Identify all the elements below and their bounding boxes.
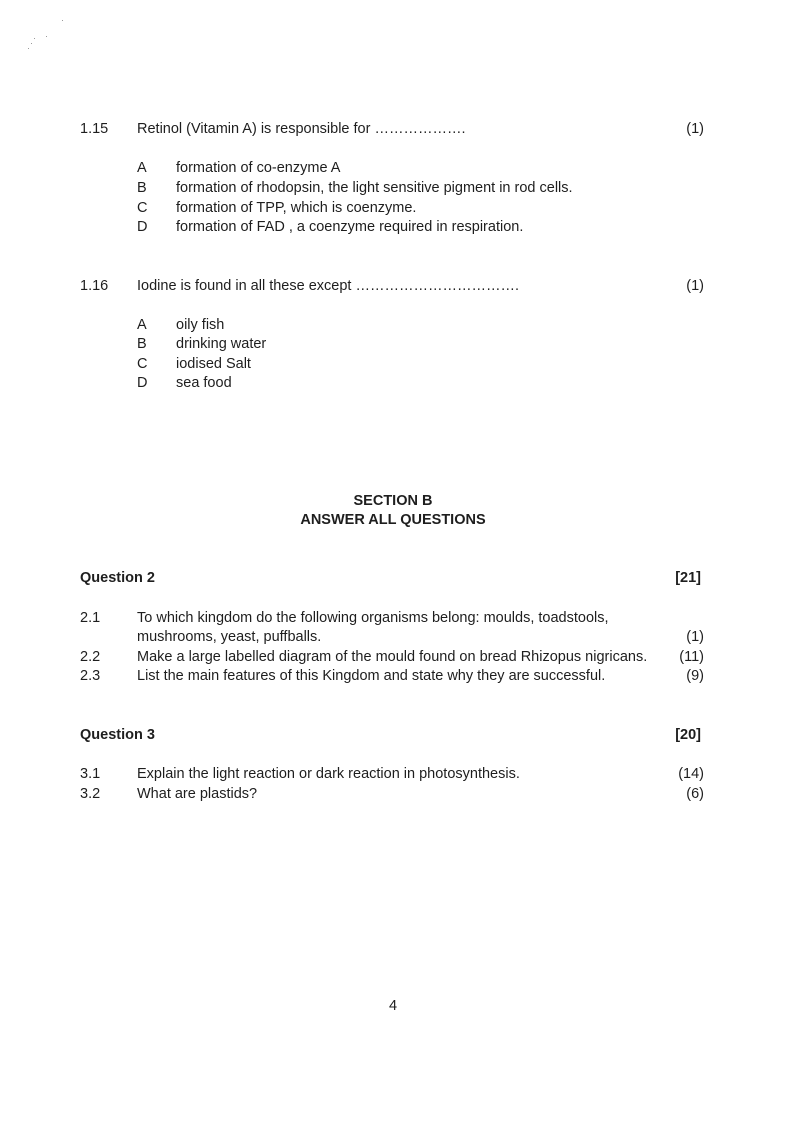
- option-text: formation of TPP, which is coenzyme.: [176, 200, 417, 216]
- item-text-continued: mushrooms, yeast, puffballs.: [137, 629, 322, 645]
- item-mark: (14): [678, 766, 704, 782]
- question-total: [20]: [675, 727, 701, 743]
- option-letter: A: [137, 160, 147, 176]
- scan-specks: [24, 18, 74, 58]
- option-text: formation of co-enzyme A: [176, 160, 341, 176]
- option-text: drinking water: [176, 336, 267, 352]
- section-heading: SECTION B: [353, 493, 433, 509]
- question-mark: (1): [686, 121, 704, 137]
- question-total: [21]: [675, 570, 701, 586]
- option-letter: B: [137, 336, 147, 352]
- option-text: oily fish: [176, 317, 225, 333]
- question-text: Iodine is found in all these except …………………………….: [137, 278, 519, 294]
- option-letter: C: [137, 200, 148, 216]
- question-number: 1.16: [80, 278, 109, 294]
- item-mark: (9): [686, 668, 704, 684]
- item-number: 3.2: [80, 786, 101, 802]
- option-letter: B: [137, 180, 147, 196]
- question-title: Question 3: [80, 727, 155, 743]
- page-number: 4: [388, 998, 398, 1014]
- option-letter: A: [137, 317, 147, 333]
- item-text: Make a large labelled diagram of the mould found on bread Rhizopus nigricans.: [137, 649, 648, 665]
- option-text: sea food: [176, 375, 232, 391]
- item-text: To which kingdom do the following organisms belong: moulds, toadstools,: [137, 610, 609, 626]
- option-text: formation of FAD , a coenzyme required in respiration.: [176, 219, 524, 235]
- item-number: 2.2: [80, 649, 101, 665]
- item-number: 2.3: [80, 668, 101, 684]
- option-letter: D: [137, 219, 148, 235]
- item-mark: (6): [686, 786, 704, 802]
- question-number: 1.15: [80, 121, 109, 137]
- item-number: 2.1: [80, 610, 101, 626]
- question-text: Retinol (Vitamin A) is responsible for ……………….: [137, 121, 466, 137]
- item-mark: (1): [686, 629, 704, 645]
- item-text: Explain the light reaction or dark reaction in photosynthesis.: [137, 766, 520, 782]
- option-letter: C: [137, 356, 148, 372]
- item-mark: (11): [679, 649, 704, 665]
- item-text: What are plastids?: [137, 786, 258, 802]
- option-text: iodised Salt: [176, 356, 251, 372]
- section-subheading: ANSWER ALL QUESTIONS: [300, 512, 486, 528]
- item-number: 3.1: [80, 766, 101, 782]
- option-letter: D: [137, 375, 148, 391]
- question-title: Question 2: [80, 570, 155, 586]
- option-text: formation of rhodopsin, the light sensitive pigment in rod cells.: [176, 180, 573, 196]
- item-text: List the main features of this Kingdom and state why they are successful.: [137, 668, 606, 684]
- question-mark: (1): [686, 278, 704, 294]
